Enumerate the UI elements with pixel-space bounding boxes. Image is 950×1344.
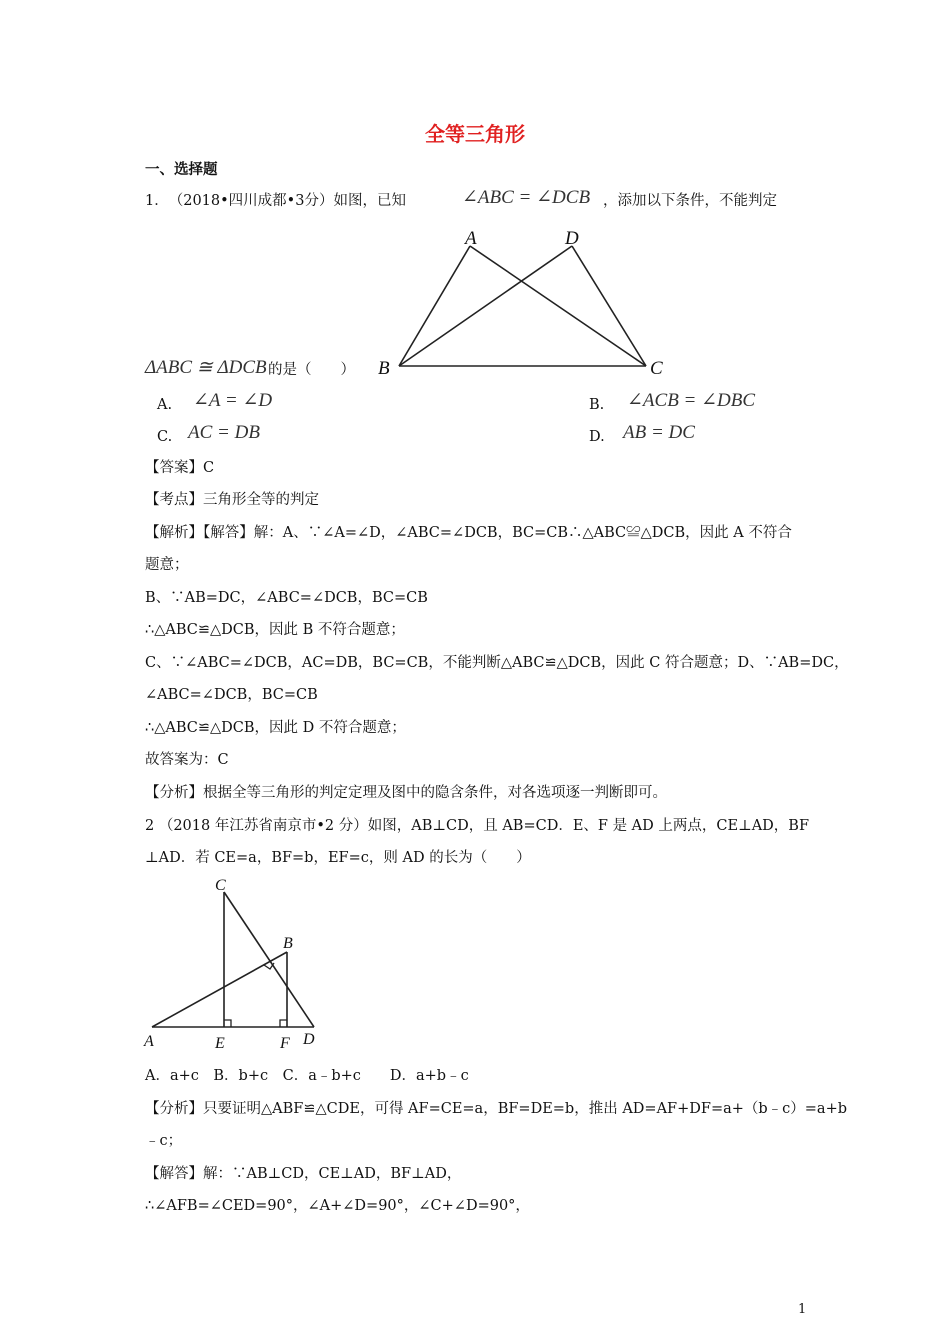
- q1-stem-part-a: 1． （2018•四川成都•3分）如图，已知: [145, 193, 406, 209]
- q2-label-c: C: [215, 877, 226, 894]
- q1-segment-ba: [399, 246, 470, 366]
- q2-label-d: D: [303, 1031, 315, 1048]
- q2-segment-ab: [152, 952, 287, 1027]
- q1-jiexi-line6: ∠ABC=∠DCB，BC=CB: [145, 687, 318, 703]
- q1-jiexi-line2: 题意；: [145, 557, 189, 573]
- q1-kaodian: 【考点】三角形全等的判定: [145, 492, 319, 508]
- q2-jieda-line1: 【解答】解：∵AB⊥CD，CE⊥AD，BF⊥AD，: [145, 1166, 462, 1182]
- q1-segment-ac: [470, 246, 646, 366]
- q1-jiexi-line4: ∴△ABC≌△DCB，因此 B 不符合题意；: [145, 622, 405, 638]
- page-number: 1: [798, 1302, 807, 1317]
- q1-stem-part-b: ，添加以下条件，不能判定: [603, 193, 777, 209]
- q1-option-b-text: ∠ACB = ∠DBC: [627, 390, 756, 411]
- q1-jiexi-line8: 故答案为：C: [145, 752, 229, 768]
- q1-stem-part-c: 的是（ ）: [268, 362, 355, 378]
- q2-label-f: F: [280, 1035, 290, 1052]
- q1-option-c-letter: C.: [157, 429, 173, 445]
- q1-jiexi-line1: 【解析】【解答】解：A、∵∠A=∠D，∠ABC=∠DCB，BC=CB∴△ABC≌△DCB，因此 A 不符合: [145, 525, 792, 541]
- q1-jiexi-line5: C、∵∠ABC=∠DCB，AC=DB，BC=CB，不能判断△ABC≌△DCB，因此 C 符合题意；D、∵AB=DC，: [145, 655, 849, 671]
- q2-stem-line2: ⊥AD．若 CE=a，BF=b，EF=c，则 AD 的长为（ ）: [145, 850, 531, 866]
- q1-jiexi-line3: B、∵AB=DC，∠ABC=∠DCB，BC=CB: [145, 590, 428, 606]
- q1-fenxi: 【分析】根据全等三角形的判定定理及图中的隐含条件，对各选项逐一判断即可。: [145, 785, 667, 801]
- q1-figure: [372, 225, 672, 380]
- q2-label-e: E: [215, 1035, 225, 1052]
- q1-label-a: A: [465, 228, 477, 249]
- q2-fenxi-line1: 【分析】只要证明△ABF≌△CDE，可得 AF=CE=a，BF=DE=b，推出 AD=AF+DF=a+（b﹣c）=a+b: [145, 1101, 848, 1117]
- page-title: 全等三角形: [425, 122, 525, 146]
- q1-segment-dc: [572, 246, 646, 366]
- q1-stem-math: ∠ABC = ∠DCB: [462, 187, 591, 208]
- q1-segment-bd: [399, 246, 572, 366]
- q1-option-a-letter: A.: [157, 397, 173, 413]
- q2-label-a: A: [144, 1033, 154, 1050]
- q1-answer: 【答案】C: [145, 460, 215, 476]
- q1-jiexi-line7: ∴△ABC≌△DCB，因此 D 不符合题意；: [145, 720, 406, 736]
- q2-figure: [140, 870, 325, 1055]
- q1-label-c: C: [650, 358, 663, 379]
- q1-option-d-letter: D.: [589, 429, 605, 445]
- section-heading: 一、选择题: [145, 162, 218, 178]
- q1-option-b-letter: B.: [589, 397, 605, 413]
- q2-jieda-line2: ∴∠AFB=∠CED=90°，∠A+∠D=90°，∠C+∠D=90°，: [145, 1198, 530, 1214]
- q2-segment-cd: [224, 892, 314, 1027]
- q1-option-a-text: ∠A = ∠D: [193, 390, 273, 411]
- q2-fenxi-line2: ﹣c；: [145, 1133, 183, 1149]
- q1-option-c-text: AC = DB: [188, 422, 260, 443]
- q1-label-b: B: [378, 358, 390, 379]
- q2-options: A．a+c B．b+c C．a﹣b+c D．a+b﹣c: [145, 1068, 469, 1084]
- q2-label-b: B: [283, 935, 293, 952]
- q1-label-d: D: [565, 228, 579, 249]
- q1-option-d-text: AB = DC: [623, 422, 695, 443]
- q1-stem-congruence-math: ΔABC ≅ ΔDCB: [145, 357, 267, 378]
- q2-stem-line1: 2 （2018 年江苏省南京市•2 分）如图，AB⊥CD，且 AB=CD．E、F 是 AD 上两点，CE⊥AD，BF: [145, 818, 810, 834]
